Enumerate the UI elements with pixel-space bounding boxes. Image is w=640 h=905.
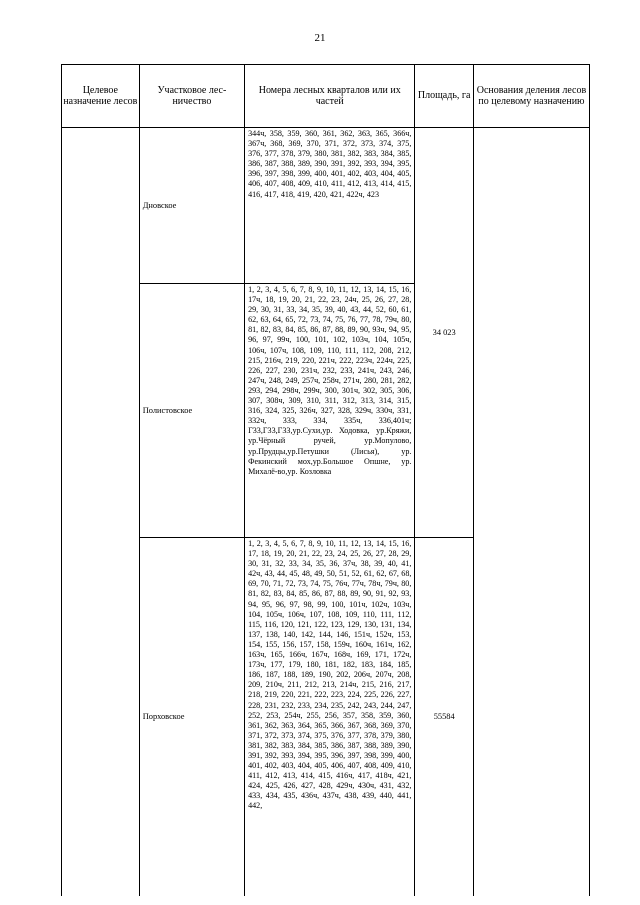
quarters-cell: 344ч, 358, 359, 360, 361, 362, 363, 365, 366ч, 367ч, 368, 369, 370, 371, 372, 373, 374, 375, 376, 377, 378, 379, 380, 381, 382, 383, 384, 385, 386, 387, 388, 389, 390, 391, 392, 393, 394, 395, 396, 397, 398, 399, 400, 401, 402, 403, 404, 405, 406, 407, 408, 409, 410, 411, 412, 413, 414, 415, 416, 417, 418, 419, 420, 421, 422ч, 423 [245, 128, 415, 284]
table-row [62, 128, 590, 284]
quarters-cell: 1, 2, 3, 4, 5, 6, 7, 8, 9, 10, 11, 12, 13, 14, 15, 16, 17ч, 18, 19, 20, 21, 22, 23, 24ч, 25, 26, 27, 28, 29, 30, 31, 33, 34, 35, 39, 40, 43, 44, 52, 60, 61, 62, 63, 64, 65, 72, 73, 74, 75, 76, 77, 78, 79ч, 80, 81, 82, 83, 84, 85, 86, 87, 88, 89, 90, 93ч, 94, 95, 96, 97, 99ч, 100, 101, 102, 103ч, 104, 105ч, 106ч, 107ч, 108, 109, 110, 111, 112, 208, 212, 215, 216ч, 219, 220, 221ч, 222, 223ч, 224ч, 225, 226, 227, 230, 231ч, 232, 233, 241ч, 243, 246, 247ч, 248, 249, 257ч, 258ч, 271ч, 280, 281, 282, 293, 294, 298ч, 299ч, 300, 301ч, 302, 305, 306, 307, 308ч, 309, 310, 311, 312, 313, 314, 315, 316, 324, 325, 326ч, 327, 328, 329ч, 330ч, 331, 332ч, 333, 334, 335ч, 336,401ч; Г33,Г33,Г33,ур.Сухи,ур. Ходовка, ур.Кряжи, ур.Чёрный ручей, ур.Мопулово, ур.Прудцы,ур.Петушки (Лисья), ур. Фекинский мох,ур.Большое Опшне, ур. Михалё-во,ур. Козловка [245, 284, 415, 538]
district-name: Порховское [139, 538, 244, 896]
purpose-cell [62, 128, 140, 896]
area-cell: 34 023 [415, 128, 474, 538]
district-name: Дновское [139, 128, 244, 284]
forest-purpose-table [61, 64, 590, 896]
header-quarters: Номера лесных кварталов или их частей [245, 65, 415, 128]
district-name: Полистовское [139, 284, 244, 538]
header-purpose: Целевое назначение лесов [62, 65, 140, 128]
quarters-cell: 1, 2, 3, 4, 5, 6, 7, 8, 9, 10, 11, 12, 13, 14, 15, 16, 17, 18, 19, 20, 21, 22, 23, 24, 25, 26, 27, 28, 29, 30, 31, 32, 33, 34, 35, 36, 37ч, 38, 39, 40, 41, 42ч, 43, 44, 45, 48, 49, 50, 51, 52, 61, 62, 67, 68, 69, 70, 71, 72, 73, 74, 75, 76ч, 77ч, 78ч, 79ч, 80, 81, 82, 83, 84, 85, 86, 87, 88, 89, 90, 91, 92, 93, 94, 95, 96, 97, 98, 99, 100, 101ч, 102ч, 103ч, 104, 105ч, 106ч, 107, 108, 109, 110, 111, 112, 115, 116, 120, 121, 122, 123, 129, 130, 131, 134, 137, 138, 140, 142, 144, 146, 151ч, 152ч, 153, 154, 155, 156, 157, 158, 159ч, 160ч, 161ч, 162, 163ч, 165, 166ч, 167ч, 168ч, 169, 171, 172ч, 173ч, 177, 179, 180, 181, 182, 183, 184, 185, 186, 187, 188, 189, 190, 202, 206ч, 207ч, 208, 209, 210ч, 211, 212, 213, 214ч, 215, 216, 217, 218, 219, 220, 221, 222, 223, 224, 225, 226, 227, 228, 231, 232, 233, 234, 235, 242, 243, 244, 247, 252, 253, 254ч, 255, 256, 357, 358, 359, 360, 361, 362, 363, 364, 365, 366, 367, 368, 369, 370, 371, 372, 373, 374, 375, 376, 377, 378, 379, 380, 381, 382, 383, 384, 385, 386, 387, 388, 389, 390, 391, 392, 393, 394, 395, 396, 397, 398, 399, 400, 401, 402, 403, 404, 405, 406, 407, 408, 409, 410, 411, 412, 413, 414, 415, 416ч, 417, 418ч, 421, 424, 425, 426, 427, 428, 429ч, 430ч, 431, 432, 433, 434, 435, 436ч, 437ч, 438, 439, 440, 441, 442, [245, 538, 415, 896]
page-number: 21 [314, 32, 326, 44]
area-cell: 55584 [415, 538, 474, 896]
basis-cell [473, 128, 589, 896]
header-area: Площадь, га [415, 65, 474, 128]
table-header-row [62, 65, 590, 128]
header-district: Участковое лес- ничество [139, 65, 244, 128]
header-basis: Основания деления лесов по целевому назначению [473, 65, 589, 128]
